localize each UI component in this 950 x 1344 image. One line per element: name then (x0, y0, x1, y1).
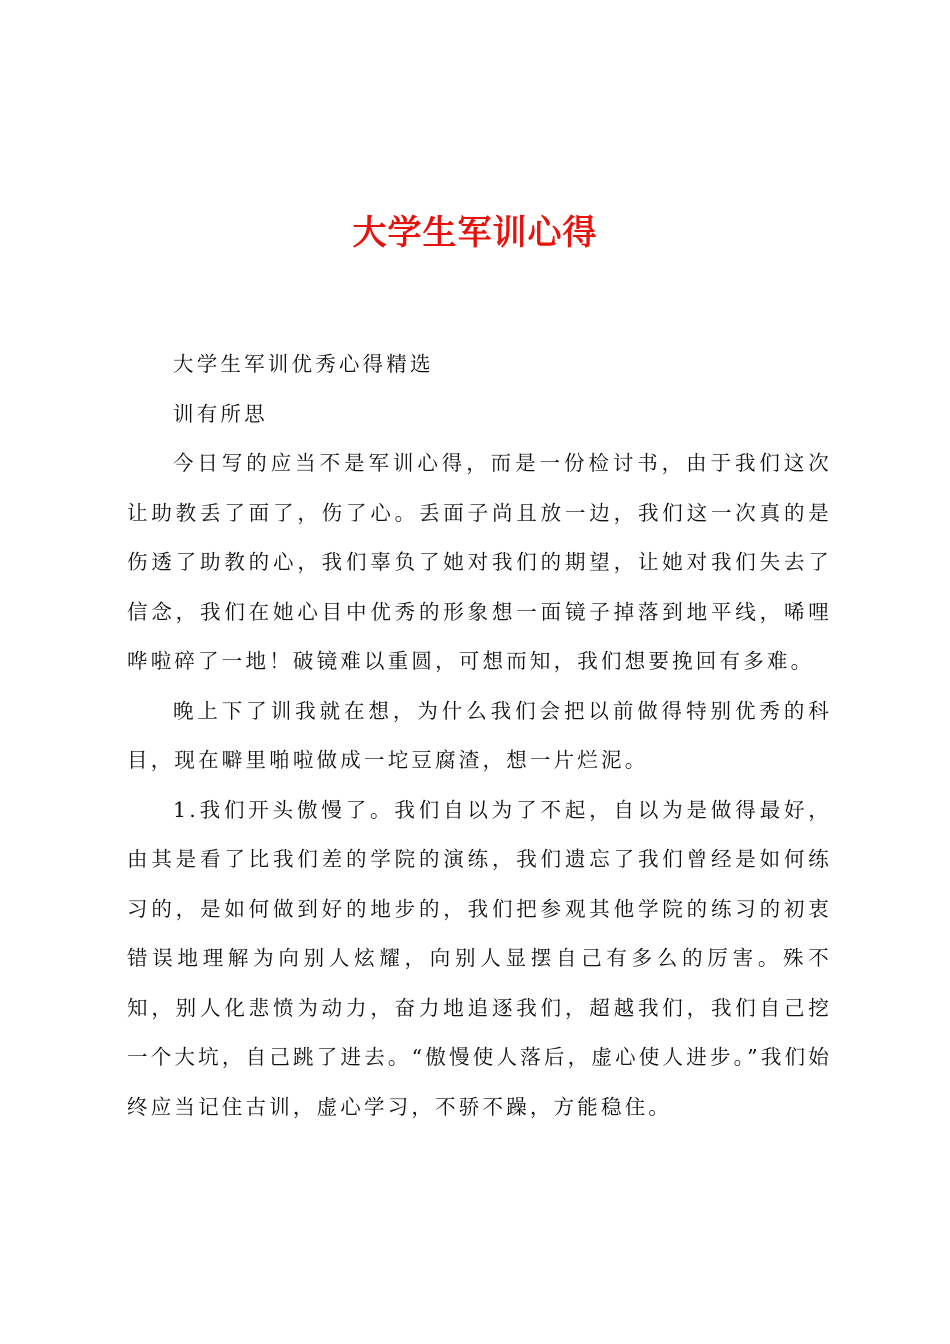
body-paragraph: 1.我们开头傲慢了。我们自以为了不起，自以为是做得最好，由其是看了比我们差的学院的演练，我们遗忘了我们曾经是如何练习的，是如何做到好的地步的，我们把参观其他学院的练习的初衷错误地理解为向别人炫耀，向别人显摆自己有多么的厉害。殊不知，别人化悲愤为动力，奋力地追逐我们，超越我们，我们自己挖一个大坑，自己跳了进去。“傲慢使人落后，虚心使人进步。”我们始终应当记住古训，虚心学习，不骄不躁，方能稳住。 (127, 797, 832, 1119)
body-paragraph: 今日写的应当不是军训心得，而是一份检讨书，由于我们这次让助教丢了面了，伤了心。丢面子尚且放一边，我们这一次真的是伤透了助教的心，我们辜负了她对我们的期望，让她对我们失去了信念，我们在她心目中优秀的形象想一面镜子掉落到地平线，唏哩哗啦碎了一地！破镜难以重圆，可想而知，我们想要挽回有多难。 (127, 451, 832, 673)
section-heading-paragraph: 训有所思 (173, 401, 268, 426)
document-body (127, 340, 832, 1132)
subtitle-paragraph: 大学生军训优秀心得精选 (173, 352, 434, 376)
body-paragraph: 晚上下了训我就在想，为什么我们会把以前做得特别优秀的科目，现在噼里啪啦做成一坨豆腐渣，想一片烂泥。 (127, 698, 832, 772)
document-title: 大学生军训心得 (352, 213, 598, 253)
